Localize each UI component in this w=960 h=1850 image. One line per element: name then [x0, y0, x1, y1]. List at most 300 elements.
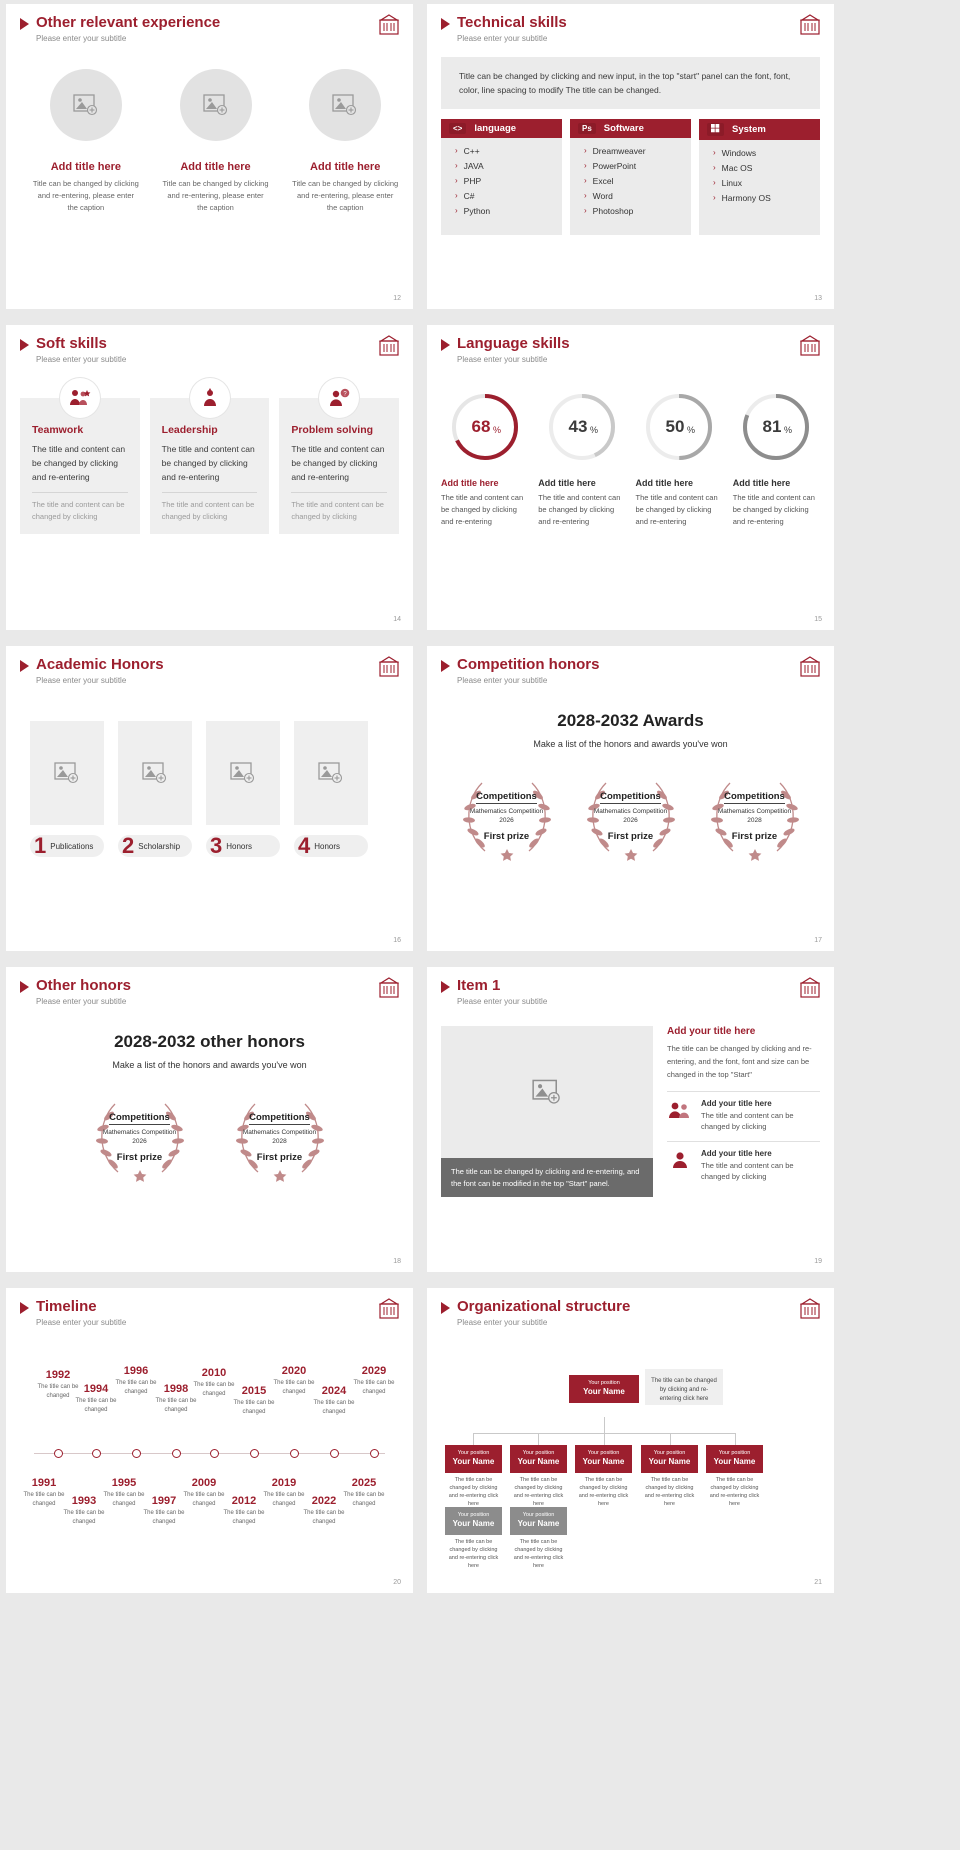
timeline-text: The title can be changed — [303, 1510, 345, 1525]
skill-columns — [441, 119, 820, 235]
university-logo-icon — [379, 335, 399, 357]
skill-item[interactable] — [455, 146, 562, 156]
timeline-year: 2024 — [321, 1385, 347, 1398]
svg-text:50: 50 — [665, 417, 685, 437]
chevron-right-icon: › — [455, 176, 458, 186]
org-node-name: Your Name — [452, 1519, 495, 1529]
org-node-position: Your position — [522, 1512, 555, 1519]
svg-text:%: % — [589, 425, 598, 436]
card-text: The title and content can be changed by clicking and re-entering — [32, 444, 126, 483]
skill-label: Python — [463, 206, 491, 217]
page-subtitle: Please enter your subtitle — [36, 997, 127, 1007]
slide-header — [441, 656, 820, 685]
skill-column-header — [441, 119, 562, 138]
award-wreath[interactable] — [85, 1092, 195, 1182]
university-logo-icon — [379, 14, 399, 36]
skill-label: C# — [463, 191, 475, 202]
org-connector — [538, 1433, 539, 1445]
ring-chart-item[interactable] — [538, 390, 625, 528]
chevron-right-icon: › — [584, 161, 587, 171]
timeline-year: 2020 — [281, 1365, 307, 1378]
skill-list — [570, 146, 691, 216]
image-placeholder[interactable] — [118, 721, 192, 825]
skill-item[interactable] — [455, 206, 562, 216]
triangle-bullet-icon — [20, 660, 29, 672]
honor-pill-row — [20, 835, 399, 857]
page-title: Other relevant experience — [36, 14, 221, 31]
skill-column-software[interactable] — [570, 119, 691, 235]
slide-other-relevant-experience[interactable] — [6, 4, 413, 309]
card-desc: Title can be changed by clicking and re-entering, please enter the caption — [162, 179, 269, 212]
honor-pill[interactable] — [206, 835, 280, 857]
detail-item-text: The title and content can be changed by clicking — [701, 1161, 794, 1182]
page-number: 17 — [814, 937, 822, 944]
experience-card[interactable] — [291, 69, 399, 213]
slide-academic-honors[interactable] — [6, 646, 413, 951]
detail-item-title: Add your title here — [701, 1149, 772, 1158]
page-subtitle: Please enter your subtitle — [457, 34, 548, 44]
donut-chart — [636, 390, 723, 464]
skill-label: JAVA — [463, 161, 484, 172]
timeline-node[interactable] — [370, 1449, 379, 1458]
skill-label: Linux — [721, 178, 742, 189]
award-wreath[interactable] — [225, 1092, 335, 1182]
timeline-year: 1995 — [111, 1477, 137, 1490]
slide-header — [441, 335, 820, 364]
timeline-text: The title can be changed — [183, 1492, 225, 1507]
wreath-title: Competitions — [600, 790, 661, 802]
slide-header — [20, 335, 399, 364]
org-connector — [604, 1433, 605, 1445]
skill-item[interactable] — [455, 191, 562, 201]
slide-header — [20, 14, 399, 43]
timeline-node[interactable] — [54, 1449, 63, 1458]
image-block[interactable] — [441, 1026, 653, 1197]
image-icon — [318, 762, 344, 784]
triangle-bullet-icon — [441, 339, 450, 351]
org-node-body: The title can be changed by clicking and re-entering click here — [448, 1538, 499, 1569]
page-number: 12 — [393, 295, 401, 302]
chevron-right-icon: › — [584, 176, 587, 186]
page-number: 13 — [814, 295, 822, 302]
timeline-text: The title can be changed — [37, 1384, 79, 1399]
org-node-position: Your position — [522, 1450, 555, 1457]
chevron-right-icon: › — [455, 191, 458, 201]
timeline-text: The title can be changed — [353, 1380, 395, 1395]
ring-text: The title and content can be changed by clicking and re-entering — [732, 493, 815, 527]
image-placeholder[interactable] — [30, 721, 104, 825]
university-logo-icon — [800, 14, 820, 36]
honor-label: Publications — [50, 841, 94, 851]
award-heading: 2028-2032 Awards — [557, 711, 704, 731]
donut-chart — [733, 390, 820, 464]
page-title: Technical skills — [457, 14, 567, 31]
person-icon — [667, 1149, 693, 1171]
slide-item-1[interactable] — [427, 967, 834, 1272]
note-box: Title can be changed by clicking and new input, in the top "start" panel can the font, font, color, line spacing to modify The title can be changed. — [441, 57, 820, 109]
leadership-icon — [190, 378, 230, 418]
skill-label: C++ — [463, 146, 480, 157]
org-node-body: The title can be changed by clicking and re-entering click here — [709, 1476, 760, 1507]
ring-text: The title and content can be changed by clicking and re-entering — [635, 493, 718, 527]
honor-pill[interactable] — [118, 835, 192, 857]
skill-column-language[interactable] — [441, 119, 562, 235]
timeline-year: 2010 — [201, 1367, 227, 1380]
wreath-title: Competitions — [476, 790, 537, 802]
org-connector — [670, 1433, 671, 1445]
timeline-node[interactable] — [172, 1449, 181, 1458]
skill-item[interactable] — [713, 178, 820, 188]
skill-item[interactable] — [455, 161, 562, 171]
skill-label: Harmony OS — [721, 193, 771, 204]
org-node-name: Your Name — [582, 1457, 625, 1467]
timeline-node[interactable] — [132, 1449, 141, 1458]
ring-chart-item[interactable] — [636, 390, 723, 528]
wreath-title: Competitions — [109, 1111, 170, 1123]
timeline-text: The title can be changed — [143, 1510, 185, 1525]
skill-item[interactable] — [584, 176, 691, 186]
timeline-year: 2019 — [271, 1477, 297, 1490]
org-node-header — [575, 1445, 632, 1473]
svg-text:%: % — [687, 425, 696, 436]
wreath-prize: First prize — [483, 830, 530, 842]
timeline-text: The title can be changed — [23, 1492, 65, 1507]
org-connector — [604, 1417, 605, 1433]
image-placeholder[interactable] — [294, 721, 368, 825]
timeline-year: 2025 — [351, 1477, 377, 1490]
image-icon — [54, 762, 80, 784]
page-title: Organizational structure — [457, 1298, 631, 1315]
page-subtitle: Please enter your subtitle — [457, 355, 548, 365]
page-number: 16 — [393, 937, 401, 944]
page-title: Language skills — [457, 335, 570, 352]
honor-pill[interactable] — [294, 835, 368, 857]
detail-item-title: Add your title here — [701, 1098, 772, 1108]
skill-column-title: Software — [603, 123, 644, 135]
photoshop-icon: Ps — [578, 123, 596, 134]
timeline-year: 2022 — [311, 1495, 337, 1508]
soft-skill-row — [20, 391, 399, 534]
triangle-bullet-icon — [441, 1302, 450, 1314]
skill-label: Windows — [721, 148, 757, 159]
wreath-prize: First prize — [731, 830, 778, 842]
page-title: Academic Honors — [36, 656, 164, 673]
timeline-event[interactable] — [336, 1477, 392, 1508]
triangle-bullet-icon — [20, 981, 29, 993]
timeline-node[interactable] — [210, 1449, 219, 1458]
skill-label: Word — [592, 191, 613, 202]
image-icon — [142, 762, 168, 784]
honor-label: Honors — [314, 841, 341, 851]
page-subtitle: Please enter your subtitle — [36, 34, 127, 44]
org-node-position: Your position — [653, 1450, 686, 1457]
timeline-year: 1993 — [71, 1495, 97, 1508]
org-node[interactable] — [706, 1445, 763, 1512]
chevron-right-icon: › — [584, 191, 587, 201]
wreath-prize: First prize — [607, 830, 654, 842]
card-text: The title and content can be changed by clicking and re-entering — [161, 444, 255, 483]
slide-other-honors[interactable] — [6, 967, 413, 1272]
skill-item[interactable] — [584, 206, 691, 216]
item-details — [667, 1026, 820, 1197]
wreath-row — [441, 771, 820, 861]
org-node-header — [641, 1445, 698, 1473]
chevron-right-icon: › — [713, 178, 716, 188]
ring-label: Add title here — [635, 478, 694, 489]
org-root-note: The title can be changed by clicking and re-entering click here — [645, 1369, 723, 1405]
timeline-text: The title can be changed — [103, 1492, 145, 1507]
skill-column-header — [699, 119, 820, 140]
triangle-bullet-icon — [441, 18, 450, 30]
timeline-year: 2012 — [231, 1495, 257, 1508]
award-wreath[interactable] — [700, 771, 810, 861]
org-node-header — [445, 1445, 502, 1473]
skill-column-title: System — [732, 124, 766, 136]
org-node[interactable] — [445, 1507, 502, 1574]
ring-text: The title and content can be changed by clicking and re-entering — [538, 493, 621, 527]
wreath-subtitle: Mathematics Competition 2028 — [717, 807, 792, 824]
timeline — [20, 1349, 399, 1559]
divider — [32, 492, 128, 493]
experience-card[interactable] — [32, 69, 140, 213]
wreath-subtitle: Mathematics Competition 2026 — [593, 807, 668, 824]
skill-item[interactable] — [713, 163, 820, 173]
card-desc: Title can be changed by clicking and re-entering, please enter the caption — [32, 179, 139, 212]
triangle-bullet-icon — [441, 660, 450, 672]
skill-item[interactable] — [455, 176, 562, 186]
honor-number: 2 — [122, 833, 135, 859]
timeline-year: 1991 — [31, 1477, 57, 1490]
svg-text:?: ? — [343, 391, 347, 398]
card-text: The title and content can be changed by clicking and re-entering — [291, 444, 385, 483]
timeline-text: The title can be changed — [313, 1400, 355, 1415]
timeline-text: The title can be changed — [223, 1510, 265, 1525]
card-title: Teamwork — [32, 424, 84, 437]
group-icon — [667, 1099, 693, 1121]
skill-label: PowerPoint — [592, 161, 637, 172]
skill-item[interactable] — [713, 193, 820, 203]
timeline-text: The title can be changed — [115, 1380, 157, 1395]
image-placeholder[interactable] — [50, 69, 122, 141]
image-placeholder[interactable] — [206, 721, 280, 825]
ring-chart-row — [441, 390, 820, 528]
wreath-prize: First prize — [116, 1151, 163, 1163]
timeline-text: The title can be changed — [233, 1400, 275, 1415]
image-placeholder[interactable] — [180, 69, 252, 141]
detail-list-item[interactable] — [667, 1141, 820, 1183]
slide-timeline[interactable] — [6, 1288, 413, 1593]
skill-label: Mac OS — [721, 163, 753, 174]
honor-label: Scholarship — [138, 841, 181, 851]
detail-item-text: The title and content can be changed by clicking — [701, 1110, 794, 1131]
slide-header — [20, 977, 399, 1006]
award-wreath[interactable] — [452, 771, 562, 861]
slide-soft-skills[interactable] — [6, 325, 413, 630]
code-icon: <> — [449, 123, 466, 134]
triangle-bullet-icon — [441, 981, 450, 993]
triangle-bullet-icon — [20, 18, 29, 30]
skill-item[interactable] — [584, 161, 691, 171]
timeline-node[interactable] — [250, 1449, 259, 1458]
soft-skill-card[interactable] — [20, 398, 140, 534]
skill-label: Excel — [592, 176, 614, 187]
svg-text:43: 43 — [568, 417, 588, 437]
page-subtitle: Please enter your subtitle — [36, 1318, 127, 1328]
page-subtitle: Please enter your subtitle — [457, 1318, 548, 1328]
timeline-year: 1996 — [123, 1365, 149, 1378]
timeline-year: 1994 — [83, 1383, 109, 1396]
detail-list-item[interactable] — [667, 1091, 820, 1133]
page-title: Item 1 — [457, 977, 501, 994]
photo-row — [20, 721, 399, 825]
skill-column-system[interactable] — [699, 119, 820, 235]
skill-column-title: language — [474, 123, 517, 135]
honor-number: 1 — [34, 833, 47, 859]
org-node[interactable] — [510, 1507, 567, 1574]
page-title: Soft skills — [36, 335, 107, 352]
org-node-name: Your Name — [583, 1387, 625, 1397]
ring-chart-item[interactable] — [441, 390, 528, 528]
wreath-subtitle: Mathematics Competition 2026 — [102, 1128, 177, 1145]
page-number: 14 — [393, 616, 401, 623]
timeline-node[interactable] — [330, 1449, 339, 1458]
org-node-name: Your Name — [517, 1457, 560, 1467]
org-node-body: The title can be changed by clicking and re-entering click here — [513, 1538, 564, 1569]
org-root-node[interactable] — [569, 1375, 639, 1403]
detail-text: The title can be changed by clicking and re-entering, and the font, font and size can be changed in the top "Start" — [667, 1044, 812, 1079]
slide-header — [441, 1298, 820, 1327]
chevron-right-icon: › — [584, 146, 587, 156]
page-title: Other honors — [36, 977, 132, 994]
skill-item[interactable] — [584, 191, 691, 201]
windows-icon — [707, 123, 724, 136]
org-node[interactable] — [510, 1445, 567, 1512]
slide-competition-honors[interactable] — [427, 646, 834, 951]
ring-chart-item[interactable] — [733, 390, 820, 528]
org-node-header — [445, 1507, 502, 1535]
org-node[interactable] — [641, 1445, 698, 1512]
soft-skill-card[interactable] — [150, 398, 270, 534]
timeline-year: 1992 — [45, 1369, 71, 1382]
chevron-right-icon: › — [713, 193, 716, 203]
donut-chart — [538, 390, 625, 464]
timeline-text: The title can be changed — [343, 1492, 385, 1507]
page-title: Competition honors — [457, 656, 600, 673]
timeline-text: The title can be changed — [63, 1510, 105, 1525]
timeline-text: The title can be changed — [155, 1398, 197, 1413]
card-subtext: The title and content can be changed by clicking — [291, 500, 384, 521]
org-connector — [735, 1433, 736, 1445]
soft-skill-card[interactable] — [279, 391, 399, 534]
slide-language-skills[interactable] — [427, 325, 834, 630]
image-placeholder[interactable] — [309, 69, 381, 141]
wreath-row — [20, 1092, 399, 1182]
timeline-text: The title can be changed — [263, 1492, 305, 1507]
timeline-year: 2009 — [191, 1477, 217, 1490]
skill-list — [441, 146, 562, 216]
triangle-bullet-icon — [20, 1302, 29, 1314]
divider — [162, 492, 258, 493]
slide-technical-skills[interactable] — [427, 4, 834, 309]
page-number: 20 — [393, 1579, 401, 1586]
chevron-right-icon: › — [455, 146, 458, 156]
experience-card[interactable] — [162, 69, 270, 213]
card-desc: Title can be changed by clicking and re-entering, please enter the caption — [292, 179, 399, 212]
timeline-node[interactable] — [290, 1449, 299, 1458]
slide-header — [20, 656, 399, 685]
timeline-text: The title can be changed — [193, 1382, 235, 1397]
page-title: Timeline — [36, 1298, 97, 1315]
ring-label: Add title here — [732, 478, 791, 489]
timeline-year: 2015 — [241, 1385, 267, 1398]
slide-organizational-structure[interactable] — [427, 1288, 834, 1593]
timeline-text: The title can be changed — [75, 1398, 117, 1413]
svg-text:68: 68 — [471, 417, 491, 437]
org-connector — [473, 1433, 474, 1445]
chevron-right-icon: › — [455, 161, 458, 171]
org-node[interactable] — [445, 1445, 502, 1512]
wreath-subtitle: Mathematics Competition 2028 — [242, 1128, 317, 1145]
university-logo-icon — [800, 335, 820, 357]
wreath-prize: First prize — [256, 1151, 303, 1163]
timeline-year: 2029 — [361, 1365, 387, 1378]
award-wreath[interactable] — [576, 771, 686, 861]
detail-title: Add your title here — [667, 1026, 756, 1038]
card-title: Add title here — [310, 161, 381, 174]
skill-item[interactable] — [713, 148, 820, 158]
timeline-event[interactable] — [346, 1365, 402, 1396]
page-subtitle: Please enter your subtitle — [457, 997, 548, 1007]
card-title: Problem solving — [291, 424, 374, 437]
org-node[interactable] — [575, 1445, 632, 1512]
page-number: 19 — [814, 1258, 822, 1265]
problem-icon — [319, 378, 359, 418]
org-node-position: Your position — [457, 1512, 490, 1519]
org-node-body: The title can be changed by clicking and re-entering click here — [448, 1476, 499, 1507]
org-node-header — [510, 1507, 567, 1535]
honor-number: 3 — [210, 833, 223, 859]
university-logo-icon — [379, 977, 399, 999]
image-placeholder[interactable] — [441, 1026, 653, 1158]
timeline-node[interactable] — [92, 1449, 101, 1458]
card-subtext: The title and content can be changed by clicking — [161, 500, 255, 521]
org-node-header — [569, 1375, 639, 1403]
honor-label: Honors — [226, 841, 253, 851]
honor-pill[interactable] — [30, 835, 104, 857]
skill-list — [699, 148, 820, 203]
chevron-right-icon: › — [584, 206, 587, 216]
wreath-subtitle: Mathematics Competition 2026 — [469, 807, 544, 824]
org-node-position: Your position — [718, 1450, 751, 1457]
donut-chart — [441, 390, 528, 464]
chevron-right-icon: › — [713, 148, 716, 158]
skill-item[interactable] — [584, 146, 691, 156]
page-subtitle: Please enter your subtitle — [36, 355, 127, 365]
skill-label: Dreamweaver — [592, 146, 646, 157]
org-node-body: The title can be changed by clicking and re-entering click here — [644, 1476, 695, 1507]
page-number: 21 — [814, 1579, 822, 1586]
timeline-text: The title can be changed — [273, 1380, 315, 1395]
teamwork-icon — [60, 378, 100, 418]
chevron-right-icon: › — [713, 163, 716, 173]
award-subheading: Make a list of the honors and awards you've won — [533, 739, 728, 750]
org-node-header — [510, 1445, 567, 1473]
slide-header — [441, 14, 820, 43]
slide-header — [20, 1298, 399, 1327]
university-logo-icon — [379, 1298, 399, 1320]
ring-label: Add title here — [538, 478, 596, 489]
card-title: Add title here — [50, 161, 121, 174]
